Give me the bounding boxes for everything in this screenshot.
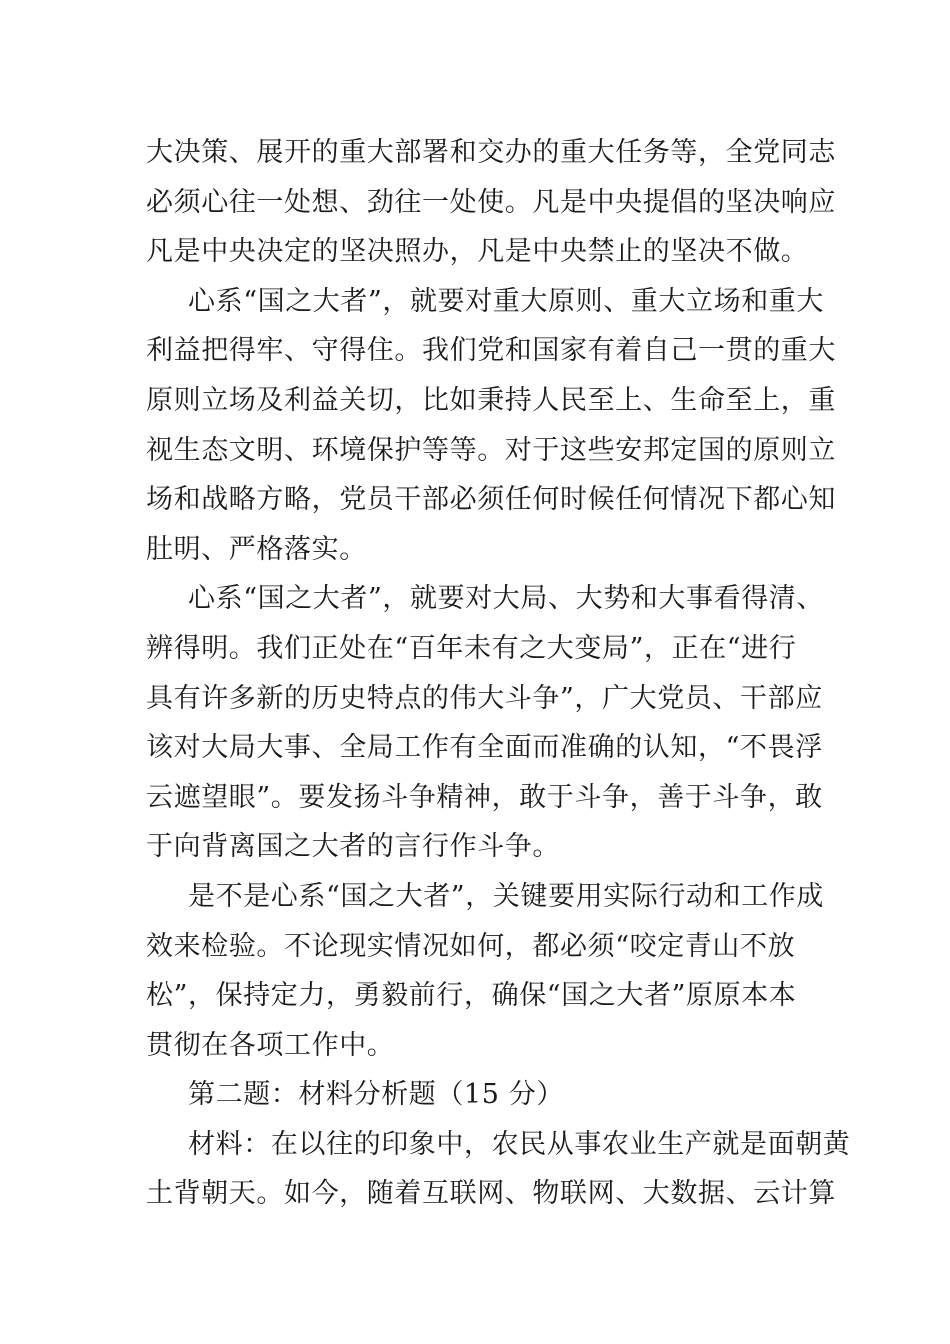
text-line: 视生态文明、环境保护等等。对于这些安邦定国的原则立 (146, 434, 836, 466)
text-line: 利益把得牢、守得住。我们党和国家有着自己一贯的重大 (146, 335, 836, 367)
text-line: 土背朝天。如今，随着互联网、物联网、大数据、云计算 (146, 1178, 836, 1210)
text-line: 大决策、展开的重大部署和交办的重大任务等，全党同志 (146, 137, 836, 168)
text-line: 松”，保持定力，勇毅前行，确保“国之大者”原原本本 (146, 980, 797, 1012)
paragraph-first-line: 心系“国之大者”，就要对大局、大势和大事看得清、 (188, 583, 825, 615)
text-line: 原则立场及利益关切，比如秉持人民至上、生命至上，重 (146, 384, 836, 416)
text-line: 于向背离国之大者的言行作斗争。 (146, 831, 560, 863)
text-line: 云遮望眼”。要发扬斗争精神，敢于斗争，善于斗争，敢 (146, 781, 823, 813)
text-line: 具有许多新的历史特点的伟大斗争”，广大党员、干部应 (146, 682, 823, 714)
body-text (146, 128, 851, 1219)
text-line: 凡是中央决定的坚决照办，凡是中央禁止的坚决不做。 (146, 236, 809, 268)
text-line: 肚明、严格落实。 (146, 533, 367, 565)
paragraph-first-line: 心系“国之大者”，就要对重大原则、重大立场和重大 (188, 285, 825, 317)
text-line: 贯彻在各项工作中。 (146, 1029, 395, 1061)
text-line: 该对大局大事、全局工作有全面而准确的认知，“不畏浮 (146, 732, 823, 764)
text-line: 必须心往一处想、劲往一处使。凡是中央提倡的坚决响应 (146, 186, 836, 218)
text-line: 效来检验。不论现实情况如何，都必须“咬定青山不放 (146, 930, 796, 962)
paragraph-first-line: 是不是心系“国之大者”，关键要用实际行动和工作成 (188, 880, 825, 912)
paragraph-first-line: 材料：在以往的印象中，农民从事农业生产就是面朝黄 (188, 1128, 851, 1160)
text-line: 辨得明。我们正处在“百年未有之大变局”，正在“进行 (146, 632, 797, 664)
text-line: 场和战略方略，党员干部必须任何时候任何情况下都心知 (146, 484, 836, 516)
section-heading: 第二题：材料分析题（15 分） (188, 1079, 564, 1111)
